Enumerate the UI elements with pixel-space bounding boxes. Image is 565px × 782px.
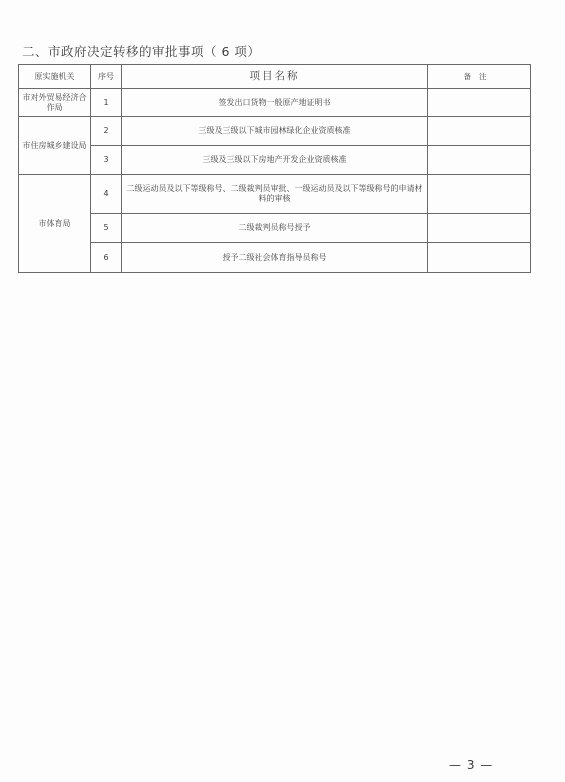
seq-cell: 4	[91, 175, 122, 214]
table-row	[19, 146, 531, 175]
item-name-cell: 签发出口货物一般原产地证明书	[122, 89, 428, 117]
agency-cell: 市体育局	[19, 175, 91, 273]
agency-cell: 市对外贸易经济合作局	[19, 89, 91, 117]
table-row	[19, 214, 531, 243]
header-seq: 序号	[91, 65, 122, 89]
seq-cell: 5	[91, 214, 122, 243]
seq-cell: 1	[91, 89, 122, 117]
item-name-cell: 二级运动员及以下等级称号、二级裁判员审批、一级运动员及以下等级称号的申请材料的审核	[122, 175, 428, 214]
note-cell	[428, 175, 531, 214]
seq-cell: 2	[91, 117, 122, 146]
header-name: 项目名称	[122, 65, 428, 89]
note-cell	[428, 243, 531, 273]
note-cell	[428, 214, 531, 243]
item-name-cell: 三级及三级以下城市园林绿化企业资质核准	[122, 117, 428, 146]
agency-cell: 市住房城乡建设局	[19, 117, 91, 175]
note-cell	[428, 146, 531, 175]
header-agency: 原实施机关	[19, 65, 91, 89]
header-note: 备注	[428, 65, 531, 89]
note-cell	[428, 117, 531, 146]
table-row	[19, 117, 531, 146]
note-cell	[428, 89, 531, 117]
page-number: — 3 —	[449, 758, 494, 772]
table-header-row	[19, 65, 531, 89]
item-name-cell: 二级裁判员称号授予	[122, 214, 428, 243]
seq-cell: 6	[91, 243, 122, 273]
section-title: 二、市政府决定转移的审批事项（ 6 项）	[22, 44, 261, 59]
table-row	[19, 89, 531, 117]
approval-items-table	[18, 64, 531, 273]
item-name-cell: 授予二级社会体育指导员称号	[122, 243, 428, 273]
table-row	[19, 175, 531, 214]
seq-cell: 3	[91, 146, 122, 175]
table-row	[19, 243, 531, 273]
item-name-cell: 三级及三级以下房地产开发企业资质核准	[122, 146, 428, 175]
